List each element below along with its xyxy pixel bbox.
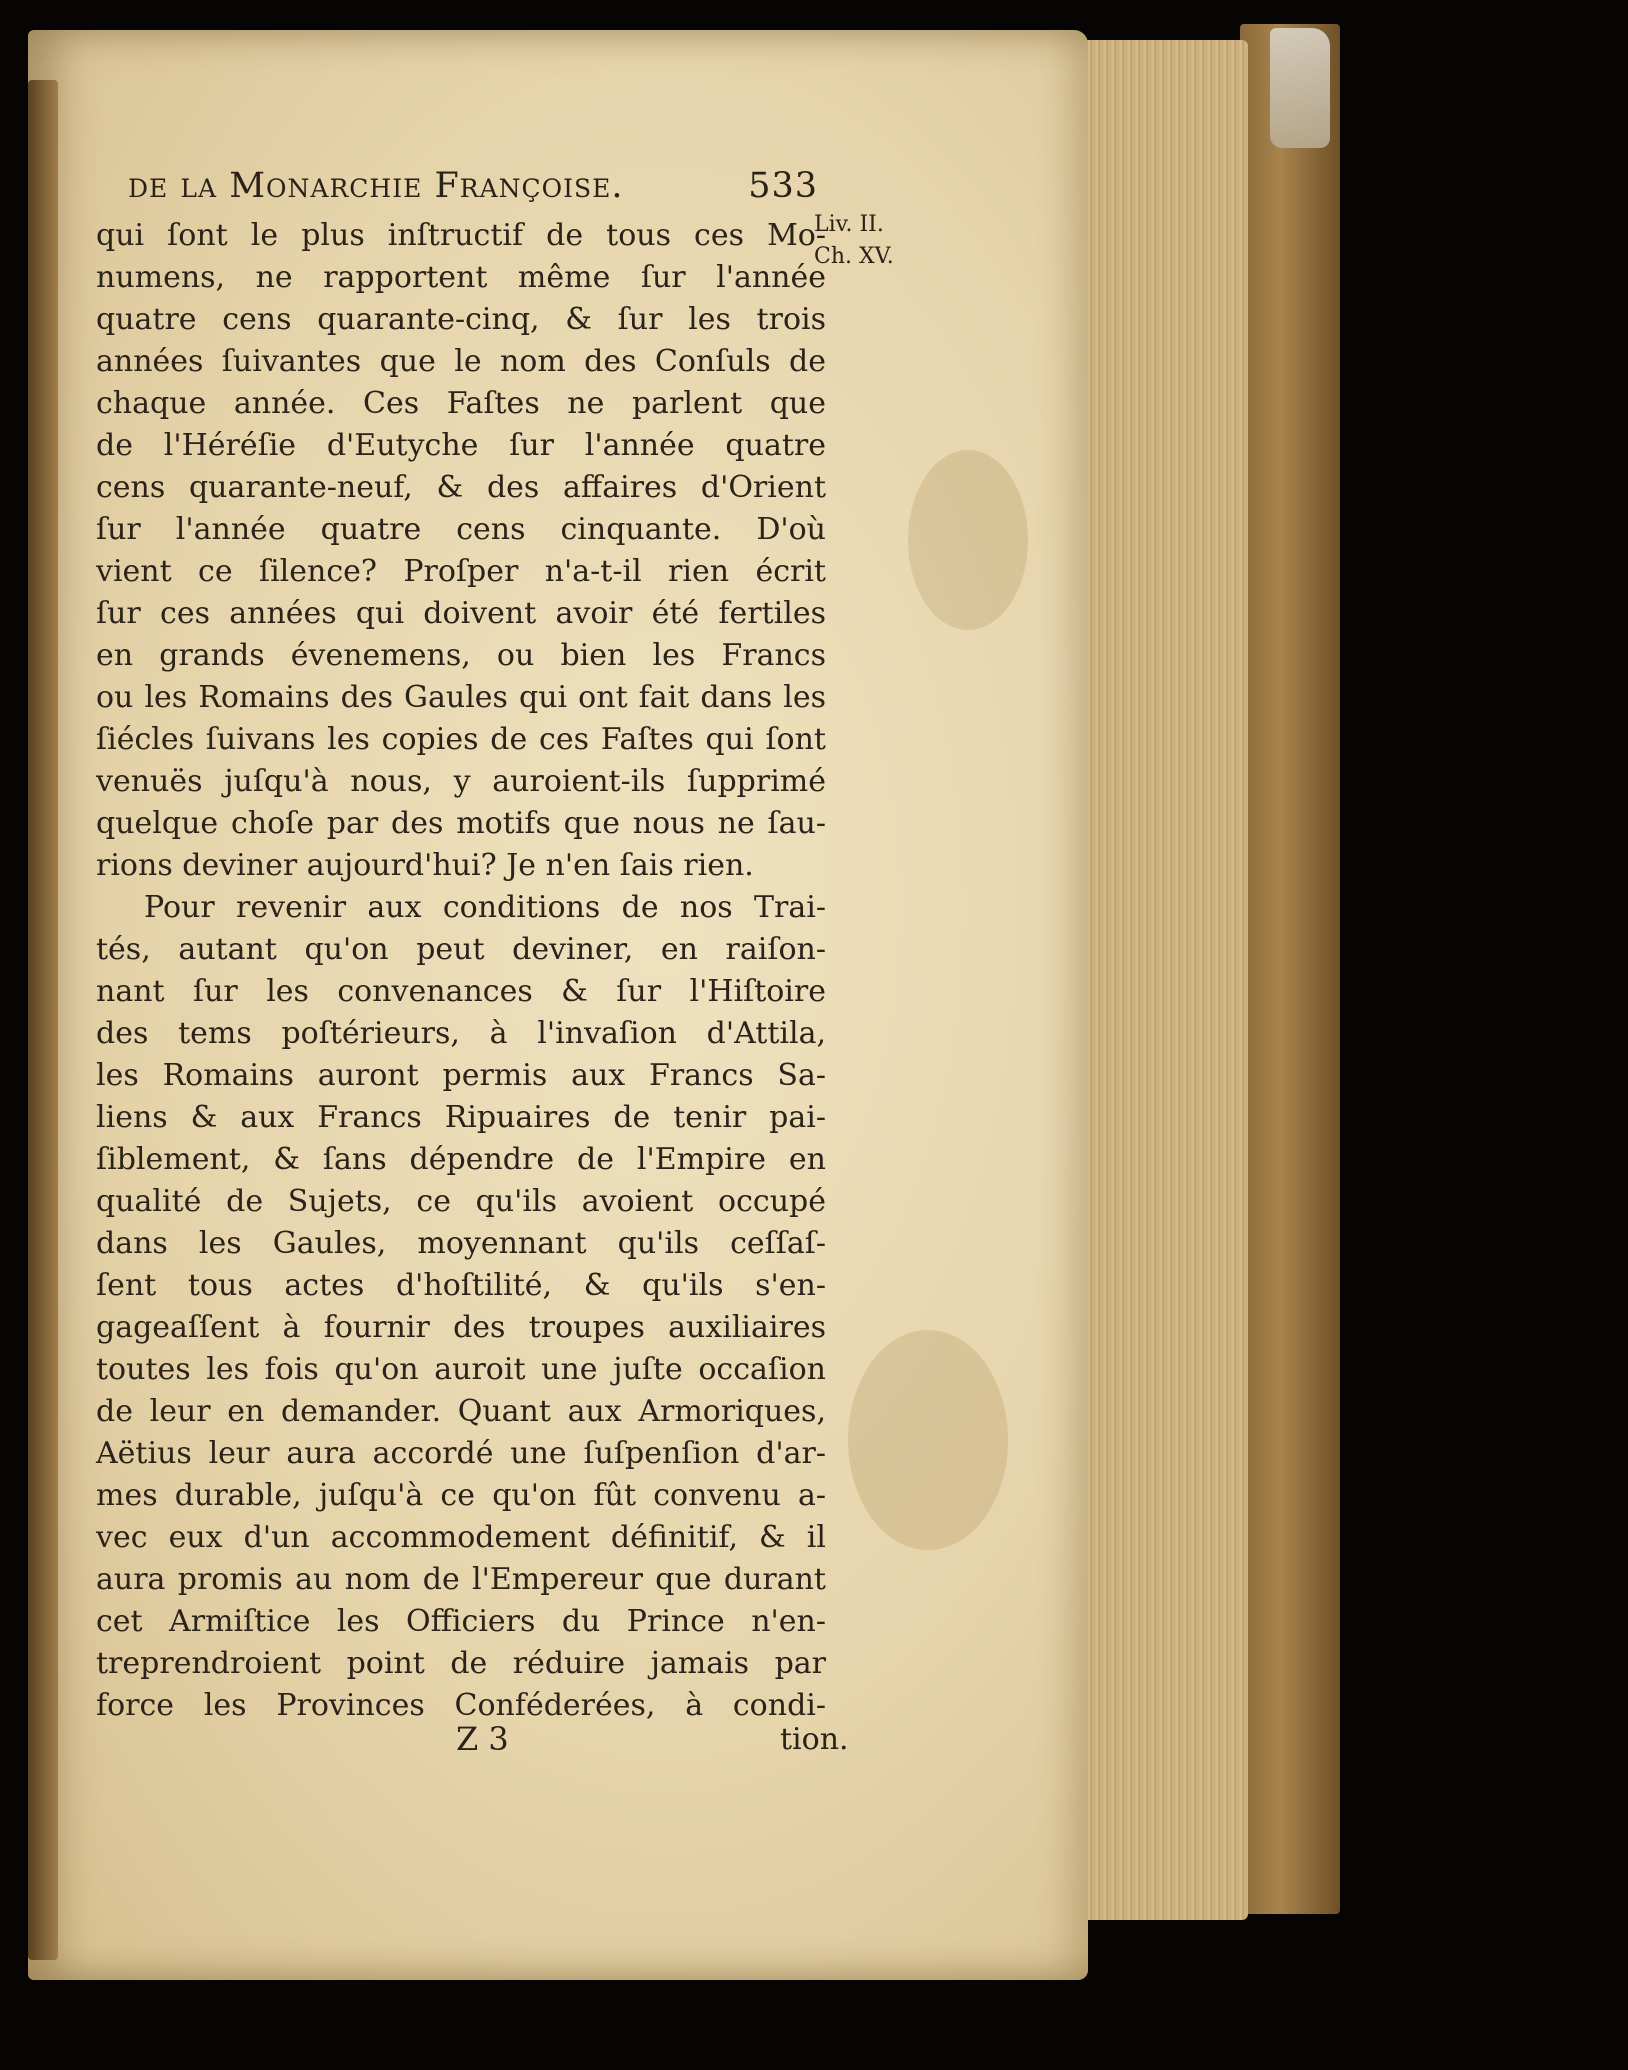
text-line: ſur ces années qui doivent avoir été fertiles (96, 596, 826, 631)
text-line: les Romains auront permis aux Francs Sa- (96, 1058, 826, 1093)
text-line: ſur l'année quatre cens cinquante. D'où (96, 512, 826, 547)
page-number: 533 (748, 166, 818, 206)
text-line: de leur en demander. Quant aux Armoriques, (96, 1394, 826, 1429)
text-line: chaque année. Ces Faſtes ne parlent que (96, 386, 826, 421)
text-line: venuës juſqu'à nous, y auroient-ils ſupprimé (96, 764, 826, 799)
text-line: dans les Gaules, moyennant qu'ils ceſſaſ- (96, 1226, 826, 1261)
paper-stain (908, 450, 1028, 630)
margin-note-chapter: Ch. XV. (814, 244, 894, 269)
text-line: Pour revenir aux conditions de nos Trai- (144, 890, 826, 925)
text-line: ou les Romains des Gaules qui ont fait dans les (96, 680, 826, 715)
text-line: vient ce ſilence? Proſper n'a-t-il rien écrit (96, 554, 826, 589)
paper-stain (848, 1330, 1008, 1550)
text-line: rions deviner aujourd'hui? Je n'en ſais rien. (96, 848, 754, 883)
text-line: gageaſſent à fournir des troupes auxiliaires (96, 1310, 826, 1345)
text-line: qualité de Sujets, ce qu'ils avoient occupé (96, 1184, 826, 1219)
text-line: aura promis au nom de l'Empereur que durant (96, 1562, 826, 1597)
text-line: Aëtius leur aura accordé une ſuſpenſion d'ar- (96, 1436, 826, 1471)
text-line: qui ſont le plus inſtructif de tous ces Mo- (96, 218, 826, 253)
torn-binding-patch (1270, 28, 1330, 148)
text-line: cet Armiſtice les Officiers du Prince n'en- (96, 1604, 826, 1639)
text-line: tés, autant qu'on peut deviner, en raiſon- (96, 932, 826, 967)
text-line: mes durable, juſqu'à ce qu'on fût convenu a- (96, 1478, 826, 1513)
text-line: en grands évenemens, ou bien les Francs (96, 638, 826, 673)
book-page (28, 30, 1088, 1980)
text-line: années ſuivantes que le nom des Conſuls de (96, 344, 826, 379)
text-line: liens & aux Francs Ripuaires de tenir pai- (96, 1100, 826, 1135)
text-line: cens quarante-neuf, & des affaires d'Orient (96, 470, 826, 505)
text-line: ſiécles ſuivans les copies de ces Faſtes qui ſont (96, 722, 826, 757)
text-line: vec eux d'un accommodement définitif, & il (96, 1520, 826, 1555)
text-line: numens, ne rapportent même ſur l'année (96, 260, 826, 295)
catchword: tion. (780, 1722, 849, 1757)
text-line: nant ſur les convenances & ſur l'Hiſtoire (96, 974, 826, 1009)
running-head-title: de la Monarchie Françoise. (128, 166, 624, 206)
text-line: de l'Héréſie d'Eutyche ſur l'année quatre (96, 428, 826, 463)
text-line: ſiblement, & ſans dépendre de l'Empire en (96, 1142, 826, 1177)
text-line: des tems poſtérieurs, à l'invaſion d'Attila, (96, 1016, 826, 1051)
text-line: quelque choſe par des motifs que nous ne ſau- (96, 806, 826, 841)
book-binding (1240, 24, 1340, 1914)
margin-note-book: Liv. II. (814, 212, 884, 237)
page-gutter (28, 80, 58, 1960)
text-line: toutes les fois qu'on auroit une juſte occaſion (96, 1352, 826, 1387)
text-line: quatre cens quarante-cinq, & ſur les trois (96, 302, 826, 337)
text-line: ſent tous actes d'hoſtilité, & qu'ils s'en- (96, 1268, 826, 1303)
running-head (128, 166, 818, 212)
text-line: force les Provinces Conféderées, à condi- (96, 1688, 826, 1723)
page-stack-edges (1078, 40, 1248, 1920)
signature-mark: Z 3 (456, 1720, 509, 1758)
text-line: treprendroient point de réduire jamais par (96, 1646, 826, 1681)
